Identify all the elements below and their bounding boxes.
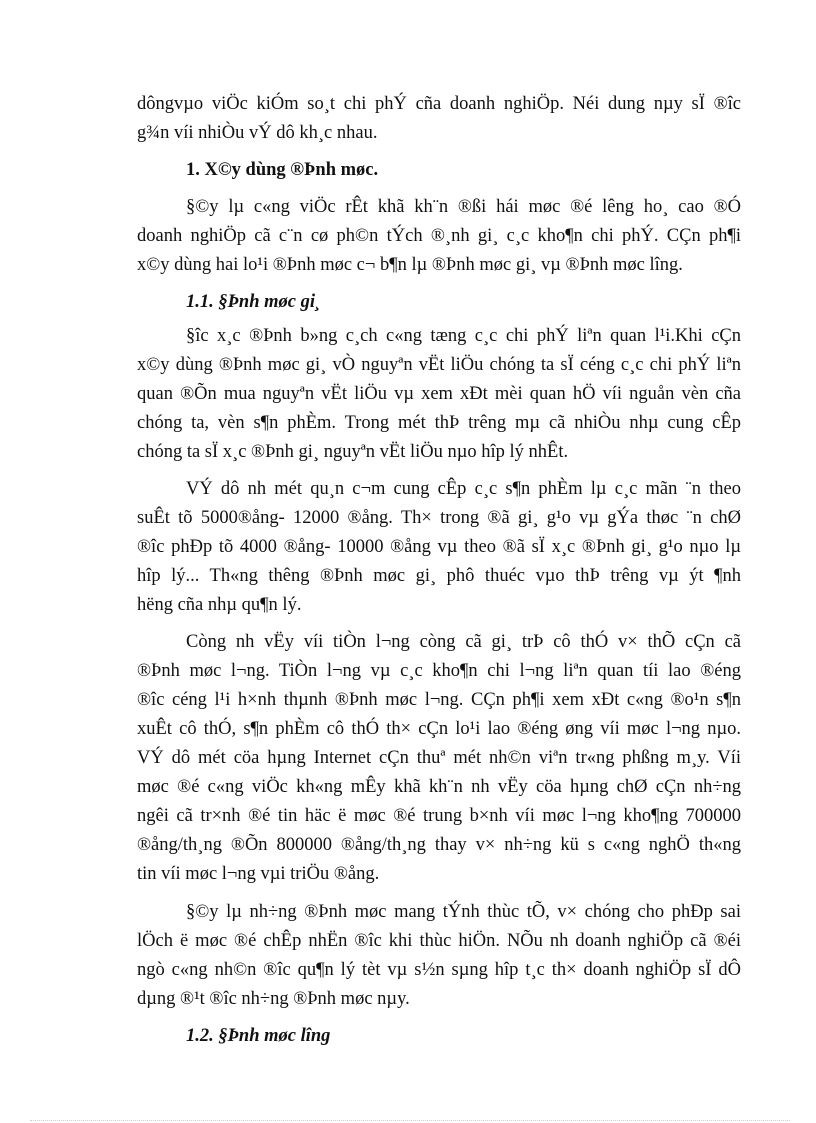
paragraph-line: tin víi møc l¬ng vµi triÖu ®ång. [137, 864, 380, 884]
paragraph-line: xuÊt cô thÓ, s¶n phÈm cô thÓ th× cÇn lo¹i lao ®éng øng víi møc l¬ng nµo. [137, 719, 741, 739]
paragraph-line: §©y lµ c«ng viÖc rÊt khã kh¨n ®ßi hái møc ®é lêng ho¸ cao ®Ó [186, 197, 741, 217]
paragraph-line: Còng nh vËy víi tiÒn l¬ng còng cã gi¸ trÞ cô thÓ v× thÕ cÇn cã [186, 632, 741, 652]
subsection-heading: 1.2. §Þnh møc lîng [186, 1026, 331, 1046]
paragraph-line: ngò c«ng nh©n ®îc qu¶n lý tèt vµ s½n sµng hîp t¸c th× doanh nghiÖp sÏ dÔ [137, 960, 741, 980]
paragraph-line: chóng ta sÏ x¸c ®Þnh gi¸ nguyªn vËt liÖu nµo hîp lý nhÊt. [137, 442, 569, 462]
paragraph-line: doanh nghiÖp cã c¨n cø ph©n tÝch ®¸nh gi¸ c¸c kho¶n chi phÝ. CÇn ph¶i [137, 226, 741, 246]
paragraph-line: §îc x¸c ®Þnh b»ng c¸ch c«ng tæng c¸c chi phÝ liªn quan l¹i.Khi cÇn [186, 326, 741, 346]
paragraph-line: ®ång/th¸ng ®Õn 800000 ®ång/th¸ng thay v× nh÷ng kü s c«ng nghÖ th«ng [137, 835, 741, 855]
paragraph-line: hîp lý... Th«ng thêng ®Þnh møc gi¸ phô thuéc vµo thÞ trêng vµ ýt ¶nh [137, 566, 741, 586]
paragraph-line: g¾n víi nhiÒu vÝ dô kh¸c nhau. [137, 123, 378, 143]
paragraph-line: dôngvµo viÖc kiÓm so¸t chi phÝ cña doanh nghiÖp. Néi dung nµy sÏ ®îc [137, 94, 741, 114]
paragraph-line: ngêi cã tr×nh ®é tin häc ë møc ®é trung b×nh víi møc l¬ng kho¶ng 700000 [137, 806, 741, 826]
paragraph-line: møc ®é c«ng viÖc kh«ng mÊy khã kh¨n nh vËy cöa hµng chØ cÇn nh÷ng [137, 777, 741, 797]
paragraph-line: chóng ta, vèn s¶n phÈm. Trong mét thÞ trêng mµ cã nhiÒu nhµ cung cÊp [137, 413, 741, 433]
paragraph-line: ®îc céng l¹i h×nh thµnh ®Þnh møc l¬ng. CÇn ph¶i xem xÐt c«ng ®o¹n s¶n [137, 690, 741, 710]
paragraph-line: x©y dùng ®Þnh møc gi¸ vÒ nguyªn vËt liÖu chóng ta sÏ céng c¸c chi phÝ liªn [137, 355, 741, 375]
paragraph-line: ®Þnh møc l¬ng. TiÒn l¬ng vµ c¸c kho¶n chi l¬ng liªn quan tíi lao ®éng [137, 661, 741, 681]
page-bottom-rule [30, 1120, 790, 1121]
paragraph-line: dµng ®¹t ®îc nh÷ng ®Þnh møc nµy. [137, 989, 410, 1009]
paragraph-line: VÝ dô mét cöa hµng Internet cÇn thuª mét nh©n viªn tr«ng phßng m¸y. Víi [137, 748, 741, 768]
paragraph-line: VÝ dô nh mét qu¸n c¬m cung cÊp c¸c s¶n phÈm lµ c¸c mãn ¨n theo [186, 479, 741, 499]
subsection-heading: 1.1. §Þnh møc gi¸ [186, 292, 322, 312]
paragraph-line: quan ®Õn mua nguyªn vËt liÖu vµ xem xÐt mèi quan hÖ víi nguån vèn cña [137, 384, 741, 404]
paragraph-line: ®îc phÐp tõ 4000 ®ång- 10000 ®ång vµ theo ®ã sÏ x¸c ®Þnh gi¸ g¹o nµo lµ [137, 537, 741, 557]
paragraph-line: hëng cña nhµ qu¶n lý. [137, 595, 302, 615]
paragraph-line: x©y dùng hai lo¹i ®Þnh møc c¬ b¶n lµ ®Þnh møc gi¸ vµ ®Þnh møc lîng. [137, 255, 683, 275]
paragraph-line: lÖch ë møc ®é chÊp nhËn ®îc khi thùc hiÖn. NÕu nh doanh nghiÖp cã ®éi [137, 931, 741, 951]
paragraph-line: §©y lµ nh÷ng ®Þnh møc mang tÝnh thùc tÕ, v× chóng cho phÐp sai [186, 902, 741, 922]
section-heading: 1. X©y dùng ®Þnh møc. [186, 160, 379, 180]
paragraph-line: suÊt tõ 5000®ång- 12000 ®ång. Th× trong ®ã gi¸ g¹o vµ gÝa thøc ¨n chØ [137, 508, 741, 528]
